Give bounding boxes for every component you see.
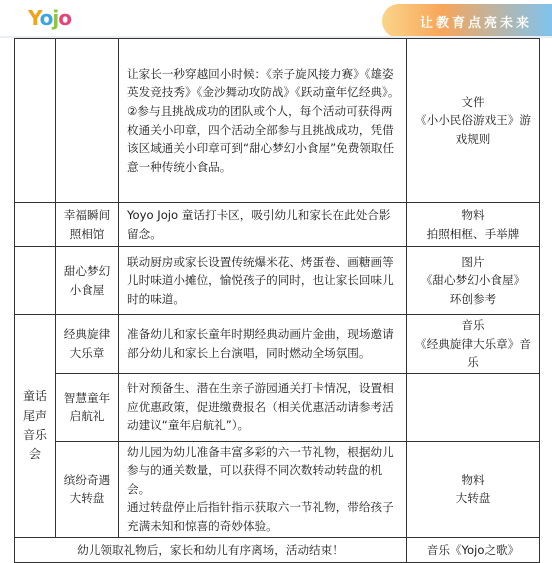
activity-desc-cell: 准备幼儿和家长童年时期经典动画片金曲，现场邀请部分幼儿和家长上台演唱，同时燃动全场氛围。 [119, 315, 407, 374]
activity-name-line: 甜心梦幻 [63, 263, 111, 278]
table-row [15, 39, 540, 203]
section-name-line: 尾声 [22, 408, 47, 423]
activity-desc-cell: Yoyo Jojo 童话打卡区，吸引幼儿和家长在此处合影留念。 [119, 203, 407, 247]
logo-letter: Y [28, 6, 40, 30]
closing-desc-cell: 幼儿领取礼物后，家长和幼儿有序离场，活动结束！ [15, 537, 407, 563]
activity-desc-cell: 针对预备生、潜在生亲子游园通关打卡情况，设置相应优惠政策，促进缴费报名（相关优惠活动请参考活动建议“童年启航礼”）。 [119, 373, 407, 441]
resource-detail: 大转盘 [455, 491, 491, 506]
activity-name-line: 智慧童年 [63, 390, 111, 405]
logo-letter: j [52, 6, 59, 30]
activity-table [14, 38, 540, 563]
activity-name-line: 大乐章 [69, 345, 105, 360]
activity-name-cell [56, 39, 119, 203]
activity-name-cell [56, 203, 119, 247]
table-row [15, 203, 540, 247]
section-name-cell [15, 315, 56, 538]
logo-letter: o [39, 6, 53, 30]
resource-cell [407, 315, 540, 374]
activity-name-line: 照相馆 [69, 226, 105, 241]
activity-table-wrapper [14, 38, 540, 563]
page-header [0, 0, 552, 40]
table-row [15, 441, 540, 537]
desc-paragraph: 让家长一秒穿越回小时候：《亲子旋风接力赛》《雄姿英发竞技秀》《金沙舞动攻防战》《跃动童年忆经典》。 [127, 66, 400, 100]
activity-desc-cell: 联动厨房或家长设置传统爆米花、烤蛋卷、画糖画等儿时味道小摊位，愉悦孩子的同时，也让家长回味儿时的味道。 [119, 247, 407, 315]
resource-type: 物料 [461, 472, 485, 487]
resource-type: 文件 [461, 94, 485, 109]
desc-paragraph: 幼儿园为幼儿准备丰富多彩的六一节礼物，根据幼儿参与的通关数量，可以获得不同次数转动转盘的机会。 [127, 444, 394, 496]
activity-name-cell [56, 441, 119, 537]
table-row [15, 373, 540, 441]
table-row-final [15, 537, 540, 563]
resource-cell [407, 373, 540, 441]
activity-name-line: 大转盘 [69, 491, 105, 506]
activity-name-line: 小食屋 [69, 282, 105, 297]
table-row [15, 315, 540, 374]
activity-name-cell [56, 247, 119, 315]
resource-detail: 《经典旋律大乐章》音乐 [415, 336, 531, 370]
logo-letter: o [58, 6, 72, 30]
resource-detail: 《小小民俗游戏王》游戏规则 [415, 113, 531, 146]
section-name-line: 会 [28, 447, 41, 461]
activity-desc-cell [119, 39, 407, 203]
resource-detail: 《甜心梦幻小食屋》 [420, 273, 526, 288]
resource-type: 物料 [461, 207, 485, 222]
resource-cell [407, 203, 540, 247]
section-name-line: 音乐 [22, 427, 47, 442]
slogan: 让教育点亮未来 [419, 16, 532, 31]
section-name-line: 童话 [22, 389, 47, 404]
resource-type: 图片 [461, 254, 485, 269]
section-cell [15, 39, 56, 203]
resource-cell: 音乐《Yojo之歌》 [407, 537, 540, 563]
activity-name-cell [56, 315, 119, 374]
activity-name-line: 幸福瞬间 [63, 207, 111, 222]
resource-cell [407, 247, 540, 315]
resource-detail: 拍照相框、手举牌 [426, 226, 520, 241]
activity-desc-cell [119, 441, 407, 537]
section-cell [15, 203, 56, 247]
desc-paragraph: 通过转盘停止后指针指示获取六一节礼物，带给孩子充满未知和惊喜的奇妙体验。 [127, 500, 394, 533]
resource-type: 音乐 [461, 318, 485, 332]
resource-cell [407, 39, 540, 203]
activity-name-line: 经典旋律 [63, 327, 111, 342]
yojo-logo [28, 6, 71, 30]
desc-paragraph: ②参与且挑战成功的团队或个人，每个活动可获得两枚通关小印章，四个活动全部参与且挑战成功，凭借该区域通关小印章可到“甜心梦幻小食屋”免费领取任意一种传统小食品。 [127, 103, 395, 174]
activity-name-cell [56, 373, 119, 441]
activity-name-line: 启航礼 [69, 409, 105, 424]
resource-note: 环创参考 [449, 291, 497, 306]
activity-name-line: 缤纷奇遇 [63, 472, 111, 487]
table-row [15, 247, 540, 315]
resource-cell [407, 441, 540, 537]
section-cell [15, 247, 56, 315]
